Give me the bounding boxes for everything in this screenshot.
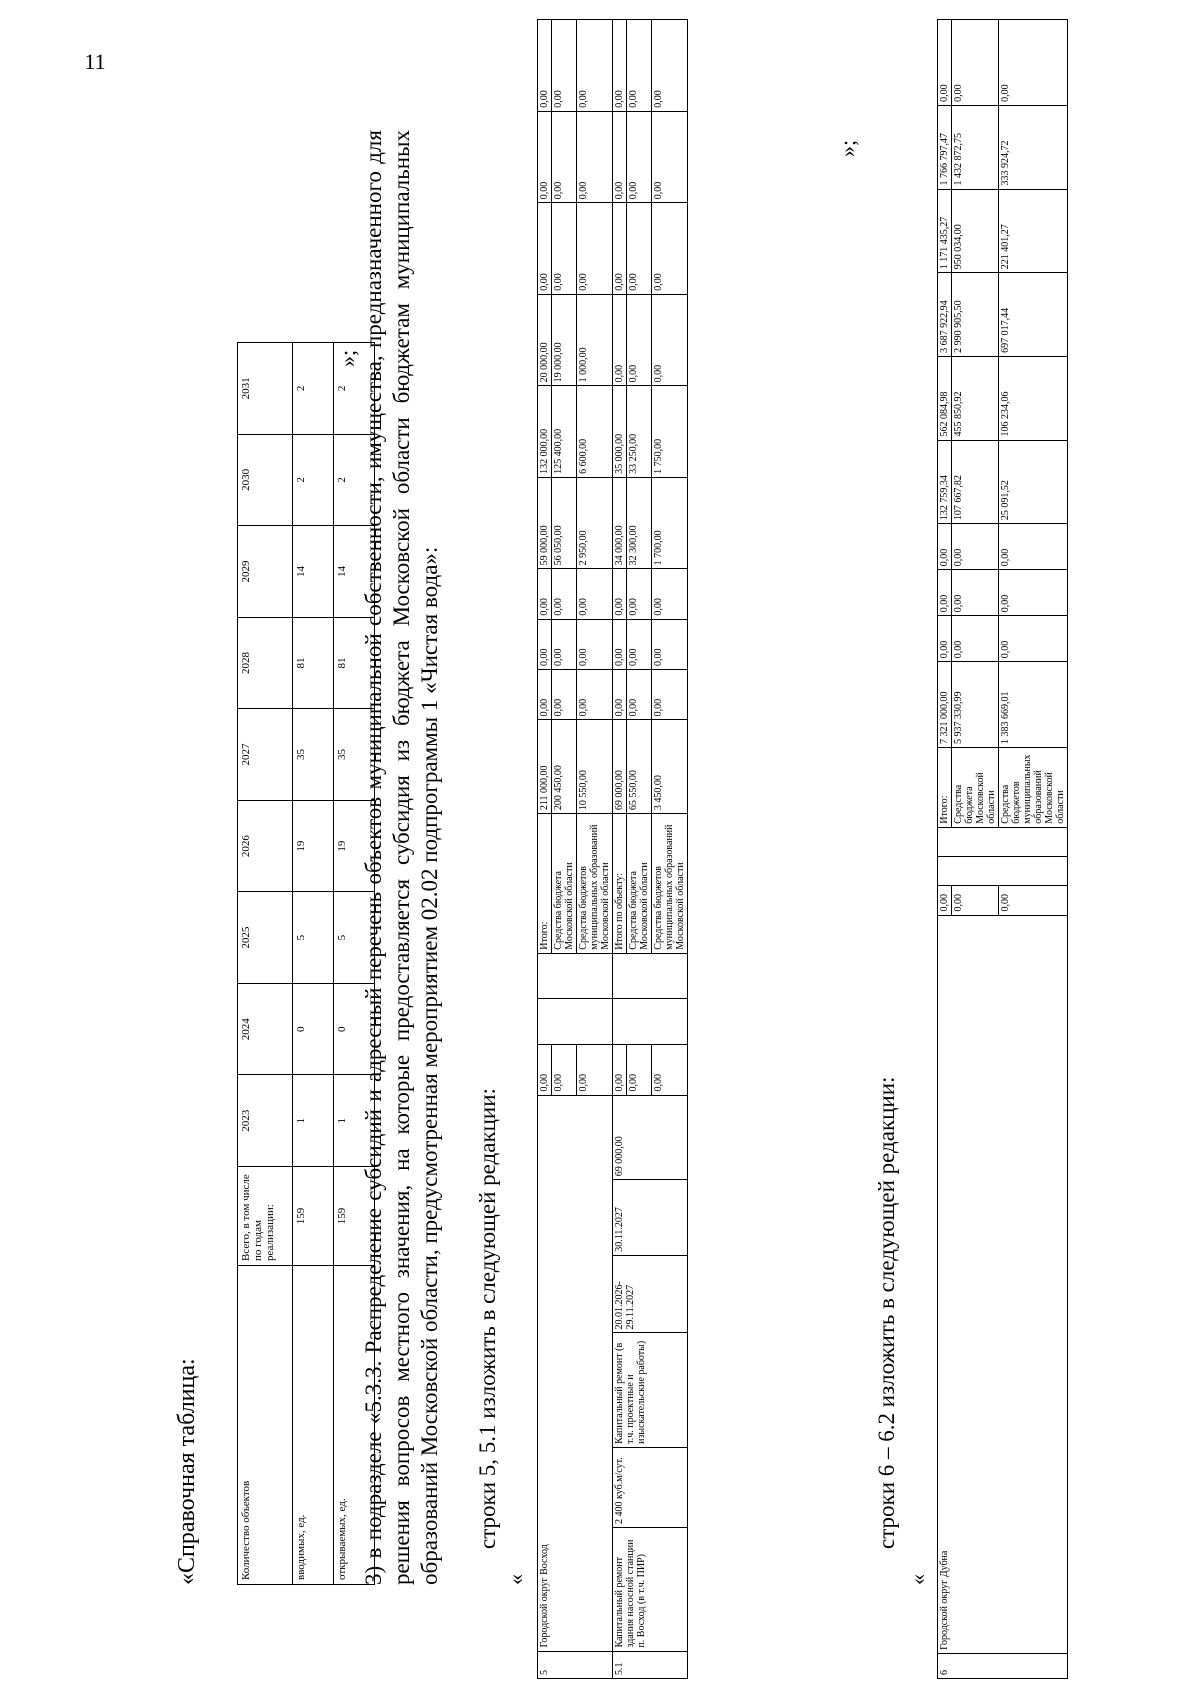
ref-cell: открываемых, ед. <box>334 1266 375 1585</box>
value-cell: 125 400,00 <box>552 386 577 478</box>
value-cell: 132 000,00 <box>538 386 552 478</box>
value-cell: 0,00 <box>652 294 688 386</box>
value-cell: 6 600,00 <box>577 386 613 478</box>
value-cell: 0,00 <box>613 203 627 295</box>
value-cell: 69 000,00 <box>613 720 627 814</box>
lead-cell: 0,00 <box>613 1045 627 1095</box>
value-cell: 0,00 <box>999 524 1068 570</box>
instruction-rows-5: строки 5, 5.1 изложить в следующей редакции: <box>475 1088 500 1549</box>
ref-cell: 1 <box>293 1075 334 1167</box>
value-cell: 950 034,00 <box>952 189 999 273</box>
value-cell: 7 321 000,00 <box>938 662 952 748</box>
ref-header-cell: 2028 <box>238 617 293 709</box>
ref-cell: 19 <box>334 800 375 892</box>
value-cell: 1 766 797,47 <box>938 105 952 189</box>
value-cell: 106 234,06 <box>999 356 1068 440</box>
value-cell: 211 000,00 <box>538 720 552 814</box>
value-cell: 0,00 <box>538 670 552 720</box>
value-cell: 0,00 <box>552 203 577 295</box>
ref-cell: 1 <box>334 1075 375 1167</box>
value-cell: 200 450,00 <box>552 720 577 814</box>
value-cell: 0,00 <box>552 111 577 203</box>
opening-date: 30.11.2027 <box>613 1180 688 1256</box>
lead-cell: 0,00 <box>577 1045 613 1095</box>
lead-cell: 0,00 <box>952 886 999 915</box>
value-cell: 2 990 905,50 <box>952 273 999 357</box>
closing-quote: »; <box>335 349 360 367</box>
value-cell: 0,00 <box>999 20 1068 106</box>
ref-cell: 14 <box>334 526 375 618</box>
value-cell: 0,00 <box>627 569 652 619</box>
value-cell: 1 383 669,01 <box>999 662 1068 748</box>
value-cell: 1 750,00 <box>652 386 688 478</box>
value-cell: 0,00 <box>999 616 1068 662</box>
value-cell: 0,00 <box>538 203 552 295</box>
work-type: Капитальный ремонт (в т.ч. проектные и изыскательские работы) <box>613 1333 688 1447</box>
value-cell: 1 171 435,27 <box>938 189 952 273</box>
value-cell: 0,00 <box>627 670 652 720</box>
value-cell: 0,00 <box>613 670 627 720</box>
ref-header-cell: 2024 <box>238 983 293 1075</box>
value-cell: 10 550,00 <box>577 720 613 814</box>
ref-cell: 159 <box>334 1167 375 1266</box>
value-cell: 0,00 <box>938 570 952 616</box>
value-cell: 0,00 <box>999 570 1068 616</box>
value-cell: 0,00 <box>652 111 688 203</box>
value-cell: 0,00 <box>538 20 552 112</box>
row-number: 6 <box>938 1653 1068 1678</box>
closing-quote-2: »; <box>835 139 860 157</box>
ref-cell: 2 <box>293 434 334 526</box>
lead-cell: 0,00 <box>938 886 952 915</box>
ref-header-cell: 2027 <box>238 709 293 801</box>
ref-cell: 2 <box>334 434 375 526</box>
value-cell: 0,00 <box>627 111 652 203</box>
value-cell: 32 300,00 <box>627 477 652 569</box>
value-cell: 0,00 <box>577 619 613 669</box>
value-cell: 34 000,00 <box>613 477 627 569</box>
ref-cell: 81 <box>293 617 334 709</box>
ref-cell: 14 <box>293 526 334 618</box>
value-cell: 0,00 <box>538 111 552 203</box>
page-number: 11 <box>84 49 106 74</box>
ref-cell: 81 <box>334 617 375 709</box>
row-number: 5.1 <box>613 1651 688 1678</box>
value-cell: 0,00 <box>613 20 627 112</box>
dubna-table <box>937 19 1068 1679</box>
value-cell: 59 000,00 <box>538 477 552 569</box>
value-cell: 0,00 <box>577 111 613 203</box>
value-cell: 56 050,00 <box>552 477 577 569</box>
row-number: 5 <box>538 1651 613 1678</box>
ref-cell: 5 <box>293 892 334 984</box>
value-cell: 0,00 <box>652 670 688 720</box>
value-cell: 0,00 <box>613 294 627 386</box>
value-cell: 0,00 <box>938 616 952 662</box>
ref-cell: 35 <box>334 709 375 801</box>
lead-cell: 0,00 <box>552 1045 577 1095</box>
value-cell: 0,00 <box>538 569 552 619</box>
ref-header-cell: 2031 <box>238 343 293 435</box>
value-cell: 0,00 <box>577 20 613 112</box>
ref-cell: 159 <box>293 1167 334 1266</box>
source-cell: Средства бюджетов муниципальных образований Московской области <box>577 814 613 954</box>
lead-cell: 0,00 <box>999 886 1068 915</box>
value-cell: 65 550,00 <box>627 720 652 814</box>
ref-header-cell: 2025 <box>238 892 293 984</box>
ref-header-cell: Количество объектов <box>238 1266 293 1585</box>
value-cell: 0,00 <box>627 203 652 295</box>
work-dates: 20.01.2026-29.11.2027 <box>613 1255 688 1333</box>
value-cell: 0,00 <box>652 569 688 619</box>
value-cell: 562 084,98 <box>938 356 952 440</box>
ref-cell: 2 <box>334 343 375 435</box>
reference-table <box>237 342 375 1585</box>
value-cell: 5 937 330,99 <box>952 662 999 748</box>
municipality-name: Городской округ Дубна <box>938 915 1068 1653</box>
value-cell: 0,00 <box>952 524 999 570</box>
value-cell: 0,00 <box>627 20 652 112</box>
lead-cell: 0,00 <box>538 1045 552 1095</box>
ref-cell: 19 <box>293 800 334 892</box>
value-cell: 0,00 <box>952 570 999 616</box>
value-cell: 0,00 <box>627 294 652 386</box>
instruction-rows-6: строки 6 – 6.2 изложить в следующей редакции: <box>874 1076 899 1549</box>
lead-cell: 0,00 <box>652 1045 688 1095</box>
value-cell: 0,00 <box>577 670 613 720</box>
value-cell: 0,00 <box>613 619 627 669</box>
ref-header-cell: 2030 <box>238 434 293 526</box>
value-cell: 1 432 872,75 <box>952 105 999 189</box>
value-cell: 0,00 <box>577 203 613 295</box>
value-cell: 0,00 <box>627 619 652 669</box>
value-cell: 0,00 <box>577 569 613 619</box>
value-cell: 1 000,00 <box>577 294 613 386</box>
ref-cell: вводимых, ед. <box>293 1266 334 1585</box>
ref-cell: 35 <box>293 709 334 801</box>
value-cell: 2 950,00 <box>577 477 613 569</box>
value-cell: 3 687 922,94 <box>938 273 952 357</box>
value-cell: 25 091,52 <box>999 440 1068 524</box>
ref-cell: 2 <box>293 343 334 435</box>
source-cell: Итого: <box>938 747 952 827</box>
value-cell: 0,00 <box>652 619 688 669</box>
lead-cell: 0,00 <box>627 1045 652 1095</box>
value-cell: 697 017,44 <box>999 273 1068 357</box>
ref-header-cell: Всего, в том числе по годам реализации: <box>238 1167 293 1266</box>
value-cell: 455 850,92 <box>952 356 999 440</box>
value-cell: 221 401,27 <box>999 189 1068 273</box>
source-cell: Итого: <box>538 814 552 954</box>
value-cell: 0,00 <box>552 670 577 720</box>
value-cell: 0,00 <box>652 20 688 112</box>
source-cell: Средства бюджета Московской области <box>627 814 652 954</box>
value-cell: 0,00 <box>952 616 999 662</box>
value-cell: 0,00 <box>938 20 952 106</box>
value-cell: 0,00 <box>613 111 627 203</box>
source-cell: Средства бюджетов муниципальных образований Московской области <box>999 747 1068 827</box>
ref-cell: 0 <box>293 983 334 1075</box>
value-cell: 107 667,82 <box>952 440 999 524</box>
value-cell: 1 700,00 <box>652 477 688 569</box>
value-cell: 0,00 <box>552 569 577 619</box>
ref-header-cell: 2023 <box>238 1075 293 1167</box>
ref-cell: 5 <box>334 892 375 984</box>
value-cell: 132 759,34 <box>938 440 952 524</box>
value-cell: 19 000,00 <box>552 294 577 386</box>
object-cost: 69 000,00 <box>613 1095 688 1180</box>
municipality-name: Городской округ Восход <box>538 1095 613 1651</box>
reference-table-title: «Справочная таблица: <box>174 1358 200 1585</box>
ref-cell: 0 <box>334 983 375 1075</box>
source-cell: Средства бюджета Московской области <box>552 814 577 954</box>
source-cell: Средства бюджета Московской области <box>952 747 999 827</box>
source-cell: Итого по объекту: <box>613 814 627 954</box>
value-cell: 20 000,00 <box>538 294 552 386</box>
ref-header-cell: 2026 <box>238 800 293 892</box>
value-cell: 0,00 <box>952 20 999 106</box>
value-cell: 0,00 <box>552 619 577 669</box>
value-cell: 0,00 <box>552 20 577 112</box>
value-cell: 0,00 <box>938 524 952 570</box>
capacity: 2 400 куб.м/сут. <box>613 1447 688 1527</box>
value-cell: 0,00 <box>652 203 688 295</box>
source-cell: Средства бюджетов муниципальных образований Московской области <box>652 814 688 954</box>
value-cell: 35 000,00 <box>613 386 627 478</box>
opening-quote-2: « <box>905 1574 930 1585</box>
ref-header-cell: 2029 <box>238 526 293 618</box>
opening-quote: « <box>503 1574 528 1585</box>
value-cell: 0,00 <box>538 619 552 669</box>
value-cell: 33 250,00 <box>627 386 652 478</box>
value-cell: 333 924,72 <box>999 105 1068 189</box>
vos-table <box>537 19 688 1679</box>
value-cell: 3 450,00 <box>652 720 688 814</box>
object-name: Капитальный ремонт здания насосной станции п. Восход (в т.ч. ПИР) <box>613 1527 688 1651</box>
value-cell: 0,00 <box>613 569 627 619</box>
section-paragraph: 3) в подразделе «5.3.3. Распределение субсидий и адресный перечень объектов муниципальной собственности, имущества, предназначенного для решения вопросов местного значения, на которые предоставляется субсидия из бюджета Московской области бюджетам муниципальных образований Московской области, предусмотренная мероприятием 02.02 подпрограммы 1 «Чистая вода»: <box>361 130 442 1585</box>
